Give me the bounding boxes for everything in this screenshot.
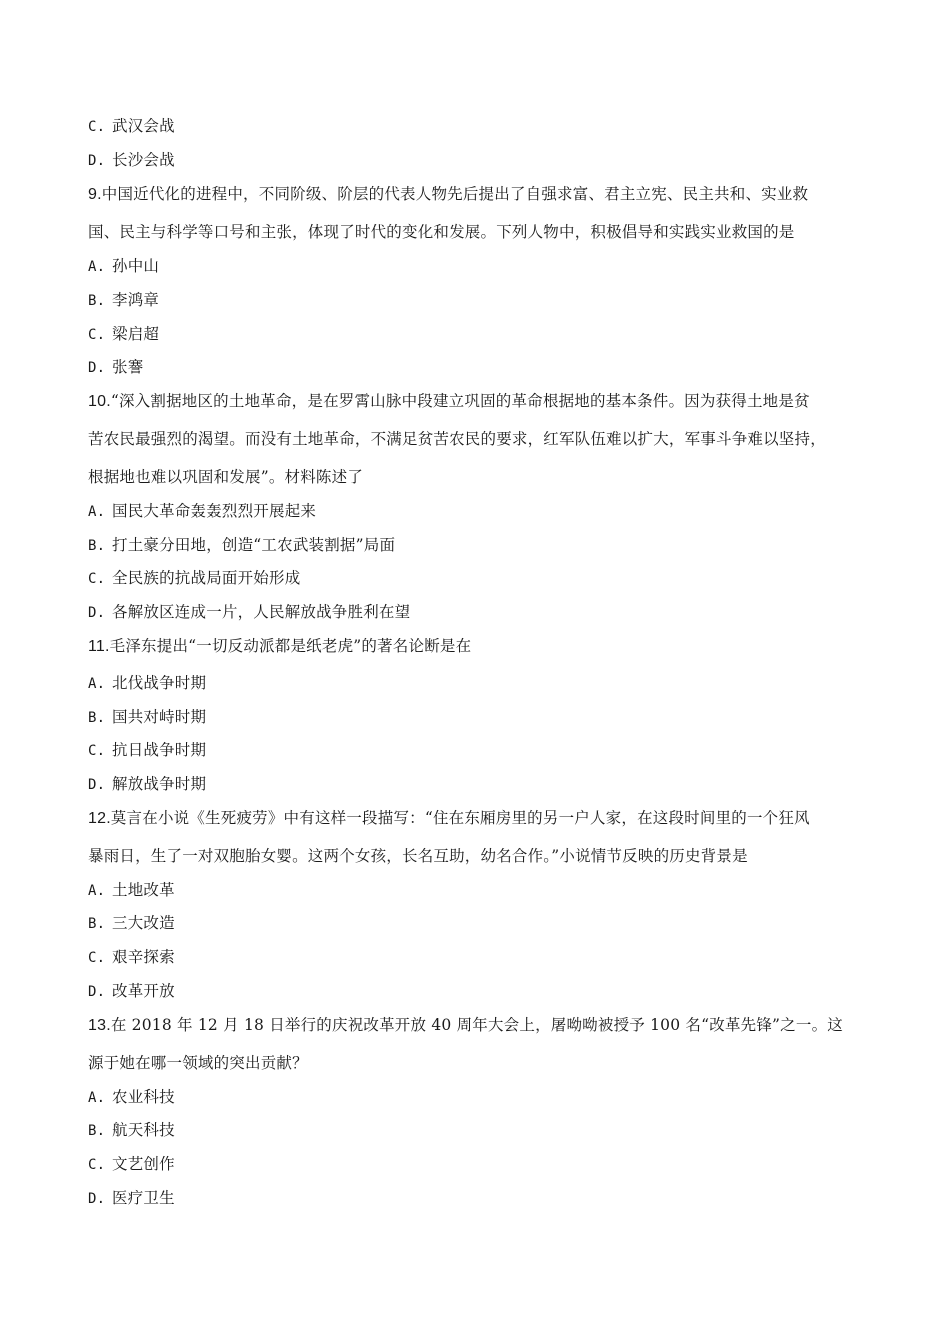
question-text: 苦农民最强烈的渴望。而没有土地革命，不满足贫苦农民的要求，红军队伍难以扩大，军事斗争难以坚持，: [88, 430, 826, 448]
question-text: 暴雨日，生了一对双胞胎女婴。这两个女孩，长名互助，幼名合作。”小说情节反映的历史背景是: [88, 847, 748, 865]
option-text: 三大改造: [112, 914, 175, 932]
option-letter: A.: [88, 504, 106, 520]
question-12-option-b: [88, 913, 868, 934]
option-letter: B.: [88, 710, 106, 726]
question-10-line-2: [88, 429, 868, 449]
option-text: 国民大革命轰轰烈烈开展起来: [112, 502, 317, 520]
question-10-line-3: [88, 467, 868, 487]
option-text: 土地改革: [112, 881, 175, 899]
question-text: 毛泽东提出“一切反动派都是纸老虎”的著名论断是在: [109, 637, 472, 655]
question-12-option-a: [88, 880, 868, 901]
question-10-option-b: [88, 535, 868, 556]
question-number: 13.: [88, 1017, 111, 1034]
question-text: 中国近代化的进程中，不同阶级、阶层的代表人物先后提出了自强求富、君主立宪、民主共和、实业救: [101, 185, 809, 203]
option-text: 文艺创作: [112, 1155, 175, 1173]
question-9-line-2: [88, 222, 868, 242]
question-10-option-a: [88, 501, 868, 522]
question-13-option-c: [88, 1154, 868, 1175]
question-11-option-b: [88, 707, 868, 728]
option-letter: A.: [88, 1090, 106, 1106]
question-13-line-1: [88, 1015, 868, 1036]
option-text: 张謇: [112, 358, 144, 376]
option-text: 全民族的抗战局面开始形成: [112, 569, 301, 587]
option-letter: C.: [88, 1157, 106, 1173]
question-text: 根据地也难以巩固和发展”。材料陈述了: [88, 468, 364, 486]
option-letter: D.: [88, 153, 106, 169]
option-c-prev: [88, 116, 868, 137]
question-number: 10.: [88, 393, 111, 410]
question-13-option-a: [88, 1087, 868, 1108]
option-letter: A.: [88, 676, 106, 692]
option-text: 改革开放: [112, 982, 175, 1000]
option-letter: C.: [88, 743, 106, 759]
question-13-option-d: [88, 1188, 868, 1209]
question-11-option-c: [88, 740, 868, 761]
option-text: 航天科技: [112, 1121, 175, 1139]
option-letter: C.: [88, 950, 106, 966]
option-letter: B.: [88, 916, 106, 932]
option-letter: C.: [88, 571, 106, 587]
question-text: 在 2018 年 12 月 18 日举行的庆祝改革开放 40 周年大会上，屠呦呦被授予 100 名“改革先锋”之一。这: [110, 1016, 843, 1034]
question-13-line-2: [88, 1053, 868, 1073]
option-text: 李鸿章: [112, 291, 160, 309]
question-number: 11.: [88, 638, 110, 655]
option-text: 解放战争时期: [112, 775, 207, 793]
question-text: “深入割据地区的土地革命，是在罗霄山脉中段建立巩固的革命根据地的基本条件。因为获得土地是贫: [110, 392, 810, 410]
option-letter: B.: [88, 538, 106, 554]
option-text: 北伐战争时期: [112, 674, 207, 692]
question-number: 9.: [88, 186, 102, 203]
option-letter: B.: [88, 1123, 106, 1139]
option-text: 各解放区连成一片，人民解放战争胜利在望: [112, 603, 411, 621]
option-letter: C.: [88, 327, 106, 343]
question-text: 源于她在哪一领域的突出贡献？: [88, 1054, 308, 1072]
option-text: 艰辛探索: [112, 948, 175, 966]
question-12-line-1: [88, 808, 868, 829]
question-10-option-c: [88, 568, 868, 589]
option-text: 医疗卫生: [112, 1189, 175, 1207]
option-letter: A.: [88, 883, 106, 899]
question-9-option-c: [88, 324, 868, 345]
option-text: 国共对峙时期: [112, 708, 207, 726]
option-text: 武汉会战: [112, 117, 175, 135]
option-text: 农业科技: [112, 1088, 175, 1106]
option-letter: D.: [88, 984, 106, 1000]
option-letter: D.: [88, 360, 106, 376]
question-11-line-1: [88, 636, 868, 657]
question-11-option-d: [88, 774, 868, 795]
option-text: 孙中山: [112, 257, 160, 275]
option-letter: D.: [88, 605, 106, 621]
option-text: 长沙会战: [112, 151, 175, 169]
option-letter: C.: [88, 119, 106, 135]
question-number: 12.: [88, 810, 111, 827]
option-text: 梁启超: [112, 325, 160, 343]
option-text: 打土豪分田地，创造“工农武装割据”局面: [112, 536, 396, 554]
question-11-option-a: [88, 673, 868, 694]
question-10-line-1: [88, 391, 868, 412]
question-9-line-1: [88, 184, 868, 205]
option-text: 抗日战争时期: [112, 741, 207, 759]
question-12-option-d: [88, 981, 868, 1002]
question-10-option-d: [88, 602, 868, 623]
option-letter: D.: [88, 1191, 106, 1207]
question-9-option-a: [88, 256, 868, 277]
question-13-option-b: [88, 1120, 868, 1141]
question-9-option-d: [88, 357, 868, 378]
question-12-option-c: [88, 947, 868, 968]
question-12-line-2: [88, 846, 868, 866]
option-letter: B.: [88, 293, 106, 309]
question-text: 国、民主与科学等口号和主张，体现了时代的变化和发展。下列人物中，积极倡导和实践实业救国的是: [88, 223, 795, 241]
question-text: 莫言在小说《生死疲劳》中有这样一段描写：“住在东厢房里的另一户人家，在这段时间里的一个狂风: [110, 809, 810, 827]
question-9-option-b: [88, 290, 868, 311]
option-letter: A.: [88, 259, 106, 275]
option-d-prev: [88, 150, 868, 171]
option-letter: D.: [88, 777, 106, 793]
